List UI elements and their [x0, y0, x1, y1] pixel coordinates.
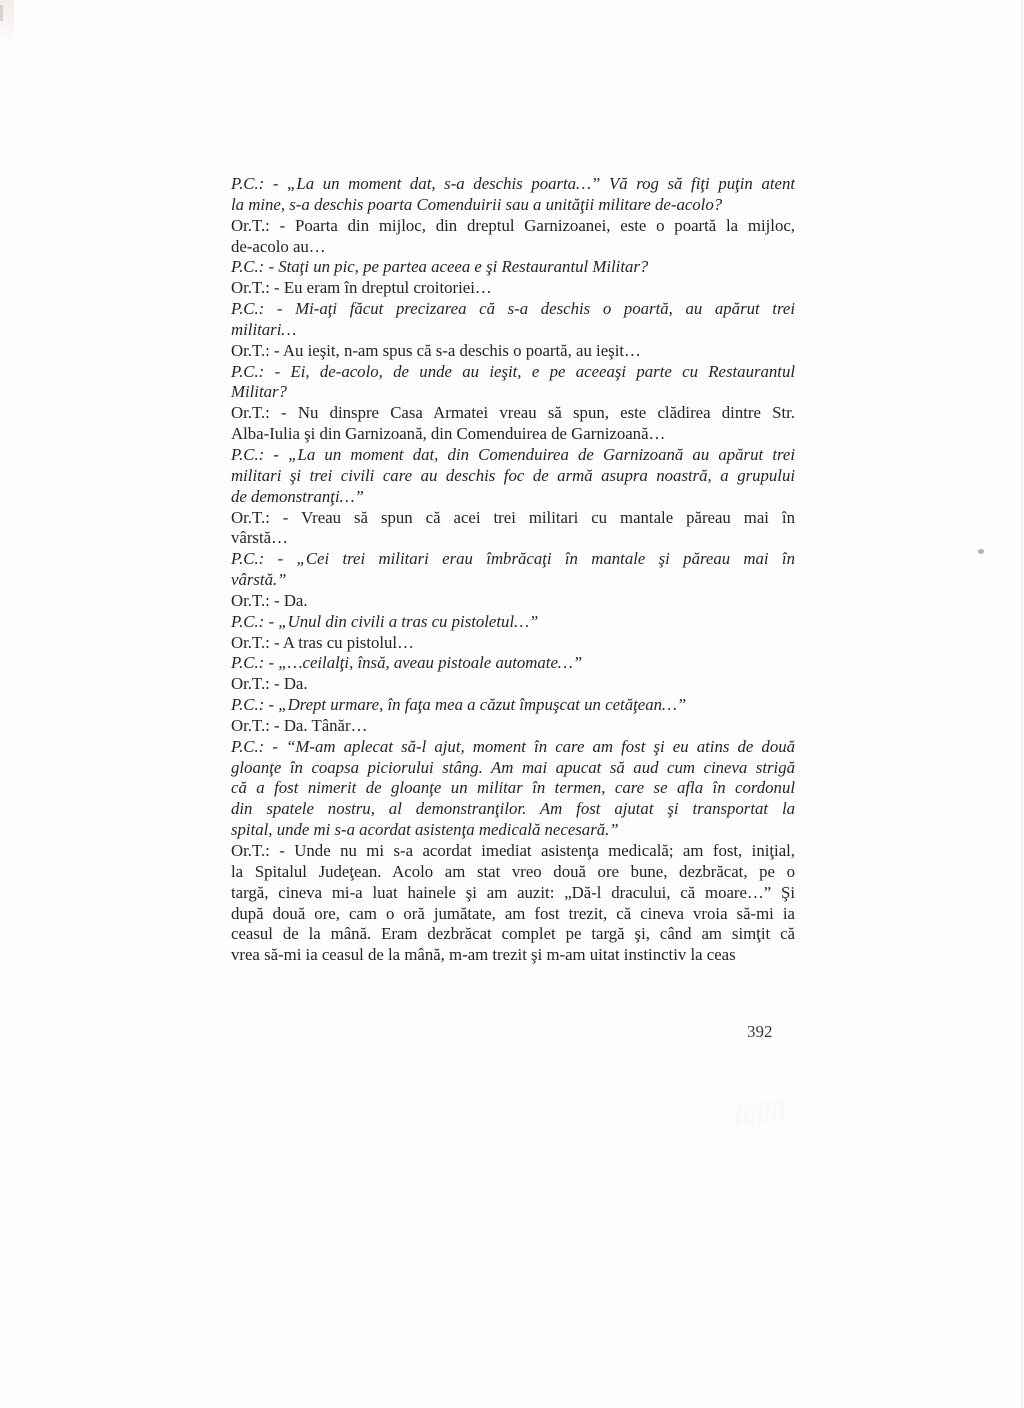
scan-edge-right	[1021, 0, 1023, 1408]
dialogue-line: Or.T.: - Da.	[231, 590, 308, 610]
dialogue-line: Alba-Iulia şi din Garnizoană, din Comenduirea de Garnizoană…	[231, 424, 666, 444]
dialogue-line: P.C.: - „Unul din civili a tras cu pistoletul…”	[231, 611, 539, 631]
scan-smudge	[732, 1099, 786, 1126]
dialogue-line: Or.T.: - A tras cu pistolul…	[231, 632, 414, 652]
dialogue-line: P.C.: - „La un moment dat, s-a deschis poarta…” Vă rog să fiţi puţin atent	[231, 174, 795, 193]
dialogue-line: de demonstranţi…”	[231, 486, 364, 506]
dialogue-line: din spatele nostru, al demonstranţilor. Am fost ajutat şi transportat la	[231, 799, 795, 819]
dialogue-line: spital, unde mi s-a acordat asistenţa medicală necesară.”	[231, 820, 619, 840]
dialogue-line: P.C.: - “M-am aplecat să-l ajut, moment în care am fost şi eu atins de două	[231, 736, 795, 756]
dialogue-line: P.C.: - Mi-aţi făcut precizarea că s-a deschis o poartă, au apărut trei	[231, 299, 795, 319]
dialogue-line: Or.T.: - Nu dinspre Casa Armatei vreau să spun, este clădirea dintre Str.	[231, 403, 795, 423]
dialogue-line: vârstă…	[231, 528, 288, 548]
dialogue-line: de-acolo au…	[231, 236, 326, 256]
dialogue-line: P.C.: - „Cei trei militari erau îmbrăcaţi în mantale şi păreau mai în	[231, 549, 795, 569]
scan-speck	[978, 549, 984, 554]
dialogue-line: P.C.: - Ei, de-acolo, de unde au ieşit, e pe aceeaşi parte cu Restaurantul	[231, 361, 795, 381]
scan-edge-mark	[0, 5, 3, 21]
dialogue-line: militari şi trei civili care au deschis foc de armă asupra noastră, a grupului	[231, 465, 795, 485]
dialogue-line: vrea să-mi ia ceasul de la mână, m-am trezit şi m-am uitat instinctiv la ceas	[231, 945, 736, 965]
dialogue-line: vârstă.”	[231, 570, 287, 590]
dialogue-line: Or.T.: - Unde nu mi s-a acordat imediat asistenţa medicală; am fost, iniţial,	[231, 841, 795, 860]
dialogue-text-block	[231, 174, 795, 966]
dialogue-line: Or.T.: - Da.	[231, 674, 308, 694]
dialogue-line: că a fost nimerit de gloanţe un militar în termen, care se afla în cordonul	[231, 778, 795, 798]
dialogue-line: targă, cineva mi-a luat hainele şi am auzit: „Dă-l dracului, că moare…” Şi	[231, 882, 795, 902]
dialogue-line: P.C.: - Staţi un pic, pe partea aceea e şi Restaurantul Militar?	[231, 257, 649, 277]
dialogue-line: Or.T.: - Eu eram în dreptul croitoriei…	[231, 278, 492, 298]
dialogue-line: după două ore, cam o oră jumătate, am fost trezit, că cineva vroia să-mi ia	[231, 903, 795, 923]
dialogue-line: P.C.: - „Drept urmare, în faţa mea a căzut împuşcat un cetăţean…”	[231, 695, 687, 715]
dialogue-line: Militar?	[231, 382, 287, 402]
dialogue-line: la mine, s-a deschis poarta Comenduirii sau a unităţii militare de-acolo?	[231, 194, 723, 214]
dialogue-line: Or.T.: - Au ieşit, n-am spus că s-a deschis o poartă, au ieşit…	[231, 340, 641, 360]
dialogue-line: P.C.: - „…ceilalţi, însă, aveau pistoale automate…”	[231, 653, 583, 673]
dialogue-line: Or.T.: - Da. Tânăr…	[231, 715, 368, 735]
dialogue-line: ceasul de la mână. Eram dezbrăcat complet pe targă şi, când am simţit că	[231, 924, 795, 944]
dialogue-line: Or.T.: - Vreau să spun că acei trei militari cu mantale păreau mai în	[231, 507, 795, 527]
dialogue-line: Or.T.: - Poarta din mijloc, din dreptul Garnizoanei, este o poartă la mijloc,	[231, 215, 795, 235]
dialogue-line: militari…	[231, 319, 297, 339]
dialogue-line: gloanţe în coapsa piciorului stâng. Am mai apucat să aud cum cineva strigă	[231, 757, 795, 777]
page-number: 392	[747, 1022, 773, 1041]
dialogue-line: P.C.: - „La un moment dat, din Comenduirea de Garnizoană au apărut trei	[231, 444, 795, 464]
dialogue-line: la Spitalul Judeţean. Acolo am stat vreo două ore bune, dezbrăcat, pe o	[231, 861, 795, 881]
